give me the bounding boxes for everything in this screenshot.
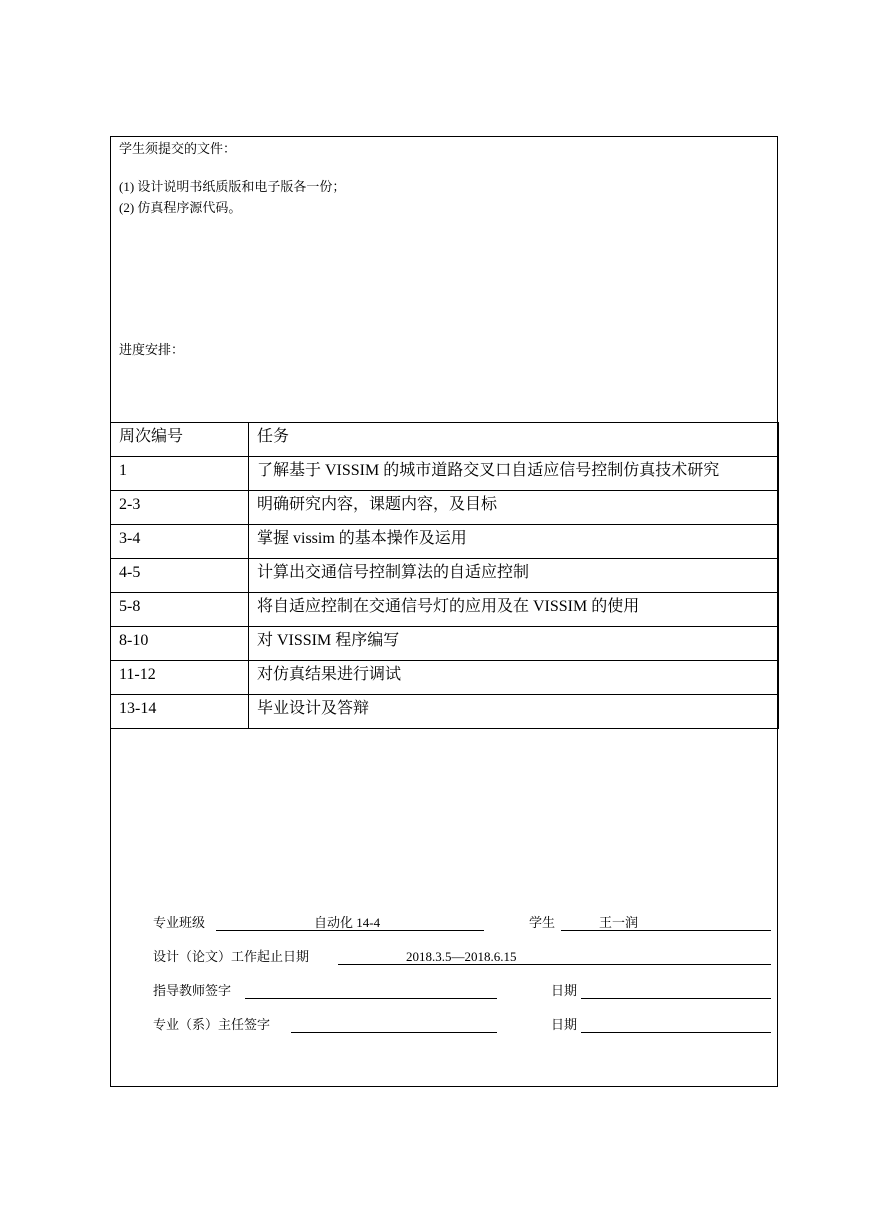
period-label: 设计（论文）工作起止日期 <box>153 949 310 964</box>
week-cell: 8-10 <box>111 627 249 661</box>
period-value: 2018.3.5—2018.6.15 <box>406 949 517 964</box>
advisor-signature-label: 指导教师签字 <box>153 983 232 998</box>
task-cell: 对 VISSIM 程序编写 <box>249 627 779 661</box>
director-date-field <box>581 1016 771 1033</box>
table-header-row <box>111 423 779 457</box>
column-header-task: 任务 <box>249 423 779 457</box>
week-cell: 13-14 <box>111 695 249 729</box>
schedule-label: 进度安排： <box>119 342 185 357</box>
student-value: 王一润 <box>599 915 639 930</box>
week-cell: 1 <box>111 457 249 491</box>
week-cell: 4-5 <box>111 559 249 593</box>
student-label: 学生 <box>529 915 556 930</box>
task-cell: 将自适应控制在交通信号灯的应用及在 VISSIM 的使用 <box>249 593 779 627</box>
table-row <box>111 491 779 525</box>
period-field <box>338 948 771 965</box>
requirement-item: (1) 设计说明书纸质版和电子版各一份； <box>119 179 346 194</box>
student-field <box>561 914 771 931</box>
director-signature-field <box>291 1016 497 1033</box>
week-cell: 3-4 <box>111 525 249 559</box>
class-label: 专业班级 <box>153 915 206 930</box>
director-signature-label: 专业（系）主任签字 <box>153 1017 271 1032</box>
class-value: 自动化 14-4 <box>314 915 381 930</box>
task-cell: 明确研究内容，课题内容，及目标 <box>249 491 779 525</box>
task-cell: 掌握 vissim 的基本操作及运用 <box>249 525 779 559</box>
task-cell: 毕业设计及答辩 <box>249 695 779 729</box>
requirement-item: (2) 仿真程序源代码。 <box>119 200 242 215</box>
advisor-date-label: 日期 <box>551 983 578 998</box>
class-field <box>216 914 484 931</box>
week-cell: 11-12 <box>111 661 249 695</box>
table-row <box>111 695 779 729</box>
schedule-table <box>110 422 779 729</box>
director-date-label: 日期 <box>551 1017 578 1032</box>
advisor-signature-field <box>245 982 497 999</box>
table-row <box>111 525 779 559</box>
table-row <box>111 593 779 627</box>
table-row <box>111 627 779 661</box>
table-row <box>111 661 779 695</box>
column-header-week: 周次编号 <box>111 423 249 457</box>
task-cell: 对仿真结果进行调试 <box>249 661 779 695</box>
week-cell: 5-8 <box>111 593 249 627</box>
task-form <box>110 136 778 1087</box>
table-row <box>111 559 779 593</box>
requirements-heading: 学生须提交的文件： <box>119 141 237 156</box>
task-cell: 计算出交通信号控制算法的自适应控制 <box>249 559 779 593</box>
table-row <box>111 457 779 491</box>
week-cell: 2-3 <box>111 491 249 525</box>
advisor-date-field <box>581 982 771 999</box>
task-cell: 了解基于 VISSIM 的城市道路交叉口自适应信号控制仿真技术研究 <box>249 457 779 491</box>
